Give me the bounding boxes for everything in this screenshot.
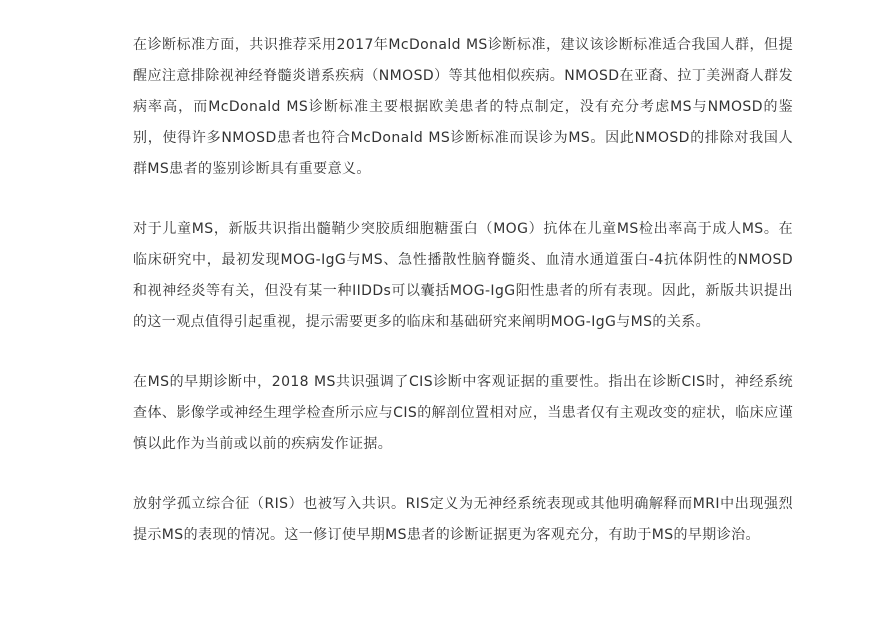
- paragraph-ris: 放射学孤立综合征（RIS）也被写入共识。RIS定义为无神经系统表现或其他明确解释而MRI中出现强烈提示MS的表现的情况。这一修订使早期MS患者的诊断证据更为客观充分，有助于MS的早期诊治。: [133, 496, 793, 543]
- paragraph-pediatric-ms: 对于儿童MS，新版共识指出髓鞘少突胶质细胞糖蛋白（MOG）抗体在儿童MS检出率高于成人MS。在临床研究中，最初发现MOG-IgG与MS、急性播散性脑脊髓炎、血清水通道蛋白-4抗体阴性的NMOSD和视神经炎等有关，但没有某一种IIDDs可以囊括MOG-IgG阳性患者的所有表现。因此，新版共识提出的这一观点值得引起重视，提示需要更多的临床和基础研究来阐明MOG-IgG与MS的关系。: [133, 221, 793, 330]
- paragraph-diagnostic-criteria: 在诊断标准方面，共识推荐采用2017年McDonald MS诊断标准，建议该诊断标准适合我国人群，但提醒应注意排除视神经脊髓炎谱系疾病（NMOSD）等其他相似疾病。NMOSD在亚裔、拉丁美洲裔人群发病率高，而McDonald MS诊断标准主要根据欧美患者的特点制定，没有充分考虑MS与NMOSD的鉴别，使得许多NMOSD患者也符合McDonald MS诊断标准而误诊为MS。因此NMOSD的排除对我国人群MS患者的鉴别诊断具有重要意义。: [133, 37, 793, 177]
- article-body: [133, 30, 793, 551]
- paragraph-early-diagnosis: 在MS的早期诊断中，2018 MS共识强调了CIS诊断中客观证据的重要性。指出在诊断CIS时，神经系统查体、影像学或神经生理学检查所示应与CIS的解剖位置相对应，当患者仅有主观改变的症状，临床应谨慎以此作为当前或以前的疾病发作证据。: [133, 374, 793, 452]
